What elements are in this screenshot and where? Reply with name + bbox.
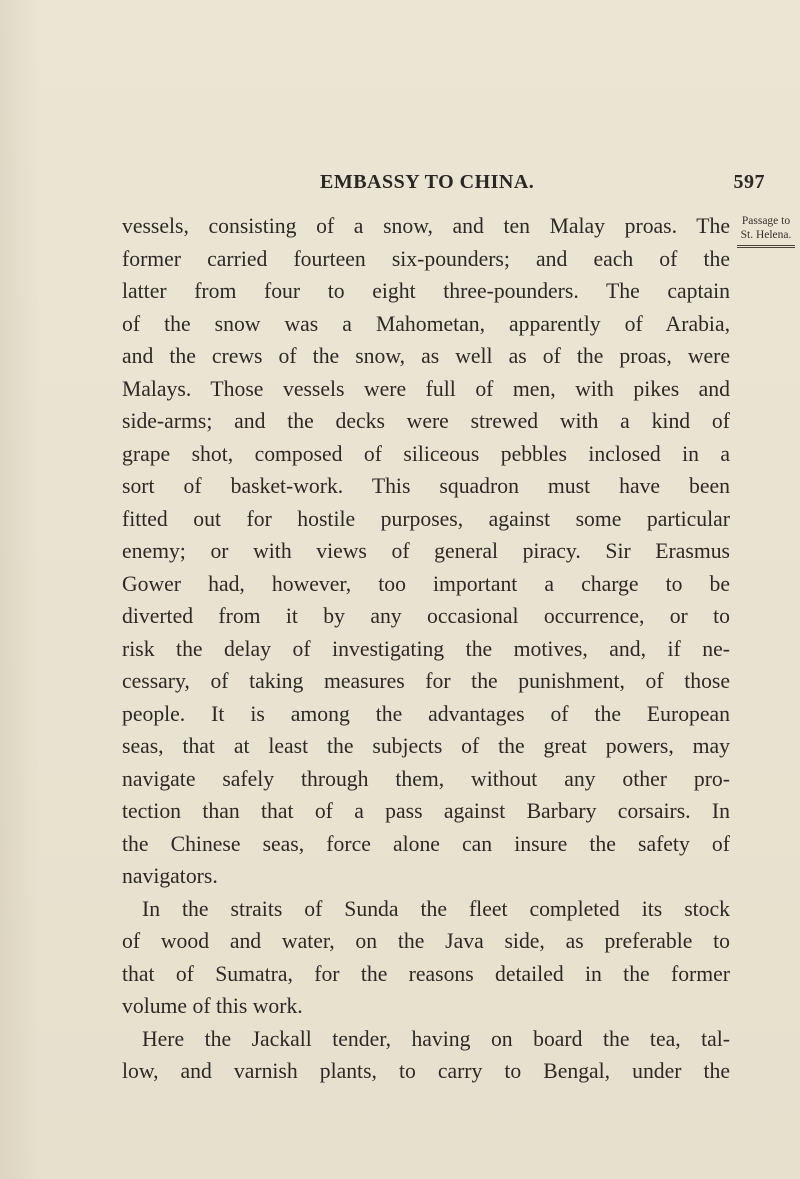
text-line: enemy; or with views of general piracy. Sir Erasmus (122, 539, 730, 563)
text-line: risk the delay of investigating the motives, and, if ne- (122, 636, 730, 661)
text-line: tection than that of a pass against Barbary corsairs. In (122, 799, 730, 823)
text-line: fitted out for hostile purposes, against some particular (122, 506, 730, 531)
text-line: volume of this work. (122, 994, 303, 1018)
text-line: of the snow was a Mahometan, apparently of Arabia, (122, 311, 730, 336)
body-text (122, 210, 730, 1088)
running-head: EMBASSY TO CHINA. (320, 171, 535, 193)
text-line: Malays. Those vessels were full of men, with pikes and (122, 376, 730, 401)
text-line: of wood and water, on the Java side, as preferable to (122, 929, 730, 953)
text-line: low, and varnish plants, to carry to Bengal, under the (122, 1059, 730, 1083)
text-line: Here the Jackall tender, having on board the tea, tal- (142, 1026, 730, 1051)
text-line: In the straits of Sunda the fleet completed its stock (142, 896, 730, 921)
text-line: former carried fourteen six-pounders; and each of the (122, 246, 730, 271)
text-line: seas, that at least the subjects of the great powers, may (122, 734, 730, 758)
text-line: side-arms; and the decks were strewed with a kind of (122, 409, 730, 433)
page-header (120, 171, 765, 201)
text-line: navigators. (122, 864, 218, 888)
text-line: and the crews of the snow, as well as of the proas, were (122, 344, 730, 368)
margin-note-rule (737, 245, 795, 248)
text-line: people. It is among the advantages of the European (122, 701, 730, 726)
text-line: grape shot, composed of siliceous pebbles inclosed in a (122, 441, 730, 466)
text-line: vessels, consisting of a snow, and ten Malay proas. The (122, 214, 730, 238)
page-number: 597 (733, 171, 765, 193)
text-line: navigate safely through them, without any other pro- (122, 766, 730, 791)
text-line: latter from four to eight three-pounders. The captain (122, 279, 730, 303)
text-line: the Chinese seas, force alone can insure the safety of (122, 831, 730, 856)
margin-note (736, 214, 796, 248)
text-line: cessary, of taking measures for the punishment, of those (122, 669, 730, 693)
text-line: that of Sumatra, for the reasons detailed in the former (122, 961, 730, 986)
text-line: Gower had, however, too important a charge to be (122, 571, 730, 596)
text-line: diverted from it by any occasional occurrence, or to (122, 604, 730, 628)
margin-note-line-2: St. Helena. (740, 229, 792, 241)
margin-note-line-1: Passage to (741, 215, 791, 227)
text-line: sort of basket-work. This squadron must have been (122, 474, 730, 498)
